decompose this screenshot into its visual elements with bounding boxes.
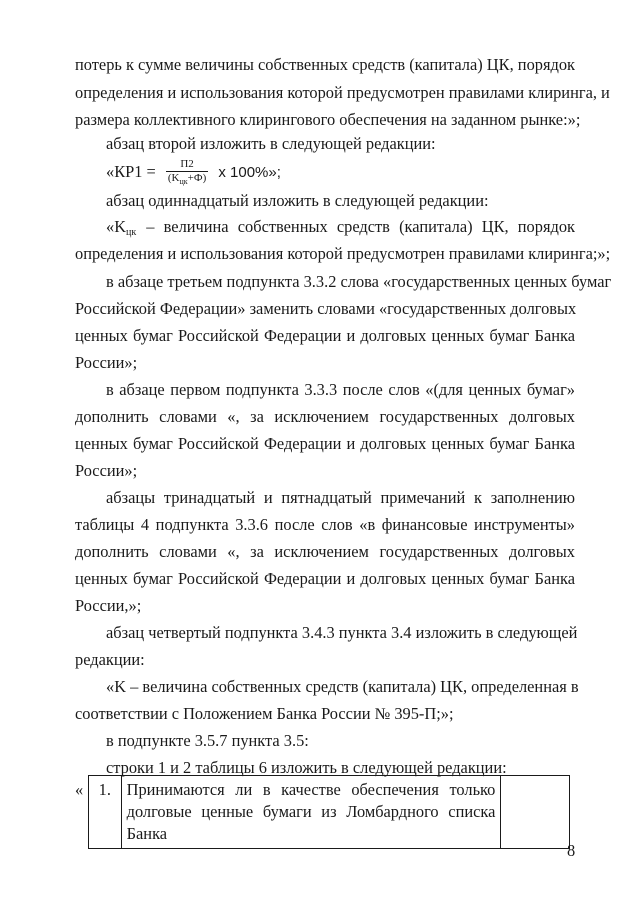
paragraph-line: России»; <box>75 353 138 372</box>
formula-numerator: П2 <box>166 158 208 172</box>
table-row <box>89 776 570 849</box>
paragraph-line: ценных бумаг Российской Федерации и долговых ценных бумаг Банка <box>75 434 575 453</box>
paragraph-line: в абзаце третьем подпункта 3.3.2 слова «государственных ценных бумаг <box>106 272 612 291</box>
paragraph-line: таблицы 4 подпункта 3.3.6 после слов «в финансовые инструменты» <box>75 515 575 534</box>
paragraph-line: абзац четвертый подпункта 3.4.3 пункта 3.4 изложить в следующей <box>106 623 578 642</box>
row-number-cell: 1. <box>89 776 122 849</box>
page-number: 8 <box>567 841 576 860</box>
paragraph-line: Российской Федерации» заменить словами «государственных долговых <box>75 299 577 318</box>
paragraph-line: абзацы тринадцатый и пятнадцатый примечаний к заполнению <box>106 488 575 507</box>
paragraph-line: соответствии с Положением Банка России № 395-П;»; <box>75 704 454 723</box>
formula-kp1 <box>106 158 281 188</box>
paragraph-line: строки 1 и 2 таблицы 6 изложить в следующей редакции: <box>106 758 507 777</box>
paragraph-line: России,»; <box>75 596 142 615</box>
table-6 <box>88 775 570 849</box>
formula-fraction <box>166 158 208 188</box>
formula-denominator: $(K_{цк}+Ф)$ <box>167 172 207 186</box>
row-text-cell <box>121 776 501 849</box>
row-value-cell <box>501 776 570 849</box>
paragraph-line: размера коллективного клирингового обеспечения на заданном рынке:»; <box>75 110 581 129</box>
paragraph-line: абзац одиннадцатый изложить в следующей редакции: <box>106 191 489 210</box>
paragraph-line: определения и использования которой предусмотрен правилами клиринга;»; <box>75 244 611 263</box>
paragraph-line: определения и использования которой предусмотрен правилами клиринга, и <box>75 83 610 102</box>
paragraph-line: дополнить словами «, за исключением государственных долговых <box>75 542 575 561</box>
paragraph-line: в подпункте 3.5.7 пункта 3.5: <box>106 731 309 750</box>
paragraph-line: редакции: <box>75 650 145 669</box>
paragraph-line: абзац второй изложить в следующей редакции: <box>106 134 436 153</box>
row-text-line: Принимаются ли в качестве обеспечения только <box>126 780 496 799</box>
formula-lhs: «КР1 = <box>106 161 156 181</box>
formula-rhs: x 100%»; <box>218 163 281 181</box>
kck-definition: – величина собственных средств (капитала) ЦК, порядок <box>146 217 575 236</box>
paragraph-line: дополнить словами «, за исключением государственных долговых <box>75 407 575 426</box>
paragraph-line: ценных бумаг Российской Федерации и долговых ценных бумаг Банка <box>75 569 575 588</box>
paragraph-line: «K – величина собственных средств (капитала) ЦК, определенная в <box>106 677 579 696</box>
open-quote: « <box>75 780 84 799</box>
paragraph-line: ценных бумаг Российской Федерации и долговых ценных бумаг Банка <box>75 326 575 345</box>
paragraph-line: в абзаце первом подпункта 3.3.3 после слов «(для ценных бумаг» <box>106 380 575 399</box>
paragraph-line-kck <box>106 216 575 244</box>
paragraph-line: России»; <box>75 461 138 480</box>
row-text-line: долговые ценные бумаги из Ломбардного списка Банка <box>126 802 496 843</box>
paragraph-line: потерь к сумме величины собственных средств (капитала) ЦК, порядок <box>75 55 575 74</box>
kck-symbol: «$K_{цк}$ <box>106 217 137 238</box>
